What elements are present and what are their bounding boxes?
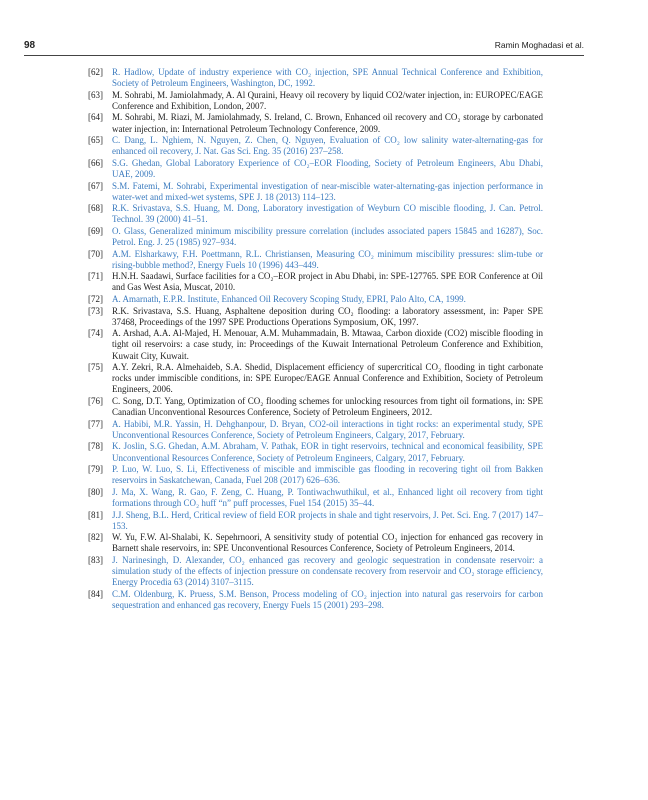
reference-number: [70] — [88, 248, 103, 259]
reference-number: [71] — [88, 271, 103, 282]
reference-link-text[interactable]: J.J. Sheng, B.L. Herd, Critical review of field EOR projects in shale and tight reservoirs, J. Pet. Sci. Eng. 7 (2017) 147–153. — [112, 509, 543, 531]
reference-link-text[interactable]: O. Glass, Generalized minimum miscibility pressure correlation (includes associated papers 15845 and 16287), Soc. Petrol. Eng. J. 25 (1985) 927–934. — [112, 225, 543, 248]
reference-text: A.Y. Zekri, R.A. Almehaideb, S.A. Shedid, Displacement efficiency of supercritical CO₂ flooding in tight carbonate rocks under immiscible conditions, in: SPE Europec/EAGE Annual Conference and Exhibition, Society of Petroleum Engineers, 2006. — [112, 362, 543, 395]
reference-item — [88, 271, 543, 293]
reference-number: [84] — [88, 588, 103, 599]
reference-text: C. Song, D.T. Yang, Optimization of CO₂ flooding schemes for unlocking resources from tight oil formations, in: SPE Canadian Unconventional Resources Conference, Society of Petroleum Engineers, 2012. — [112, 396, 543, 418]
reference-text: W. Yu, F.W. Al-Shalabi, K. Sepehrnoori, A sensitivity study of potential CO₂ injection for enhanced gas recovery in Barnett shale reservoirs, in: SPE Unconventional Resources Conference, Society of Petroleum Engineers, 2014. — [112, 532, 543, 554]
reference-item[interactable] — [88, 419, 543, 441]
reference-item[interactable] — [88, 181, 543, 203]
reference-item[interactable] — [88, 249, 543, 271]
reference-text: M. Sohrabi, M. Jamiolahmady, A. Al Quraini, Heavy oil recovery by liquid CO2/water injection, in: EUROPEC/EAGE Conference and Exhibition, London, 2007. — [112, 89, 543, 111]
reference-number: [66] — [88, 157, 103, 168]
reference-item[interactable] — [88, 441, 543, 463]
reference-item — [88, 396, 543, 418]
reference-item — [88, 90, 543, 112]
reference-number: [79] — [88, 464, 103, 475]
reference-item[interactable] — [88, 510, 543, 532]
reference-link-text[interactable]: R. Hadlow, Update of industry experience with CO₂ injection, SPE Annual Technical Conference and Exhibition, Society of Petroleum Engineers, Washington, DC, 1992. — [112, 67, 543, 89]
reference-number: [74] — [88, 328, 103, 339]
reference-number: [69] — [88, 225, 103, 236]
reference-item[interactable] — [88, 67, 543, 89]
header-rule — [24, 55, 584, 56]
reference-item[interactable] — [88, 464, 543, 486]
reference-number: [65] — [88, 135, 103, 146]
reference-number: [80] — [88, 486, 103, 497]
reference-link-text[interactable]: C. Dang, L. Nghiem, N. Nguyen, Z. Chen, Q. Nguyen, Evaluation of CO₂ low salinity water-alternating-gas for enhanced oil recovery, J. Nat. Gas Sci. Eng. 35 (2016) 237–258. — [112, 135, 543, 157]
reference-link-text[interactable]: K. Joslin, S.G. Ghedan, A.M. Abraham, V. Pathak, EOR in tight reservoirs, technical and economical feasibility, SPE Unconventional Resources Conference, Society of Petroleum Engineers, Calgary, 2017, February. — [112, 441, 543, 463]
reference-link-text[interactable]: A.M. Elsharkawy, F.H. Poettmann, R.L. Christiansen, Measuring CO₂ minimum miscibility pressures: slim-tube or rising-bubble method?, Energy Fuels 10 (1996) 443–449. — [112, 248, 543, 270]
reference-link-text[interactable]: S.G. Ghedan, Global Laboratory Experience of CO₂–EOR Flooding, Society of Petroleum Engineers, Abu Dhabi, UAE, 2009. — [112, 157, 543, 179]
reference-item — [88, 306, 543, 328]
reference-link-text[interactable]: J. Narinesingh, D. Alexander, CO₂ enhanced gas recovery and geologic sequestration in condensate reservoir: a simulation study of the effects of injection pressure on condensate recovery from reservoir and CO₂ storage efficiency, Energy Procedia 63 (2014) 3107–3115. — [112, 554, 543, 588]
reference-text: H.N.H. Saadawi, Surface facilities for a CO₂–EOR project in Abu Dhabi, in: SPE-127765. SPE EOR Conference at Oil and Gas West Asia, Muscat, 2010. — [112, 271, 543, 293]
reference-number: [62] — [88, 67, 103, 77]
reference-link-text[interactable]: A. Habibi, M.R. Yassin, H. Dehghanpour, D. Bryan, CO2-oil interactions in tight rocks: an experimental study, SPE Unconventional Resources Conference, Society of Petroleum Engineers, Calgary, 2017, February. — [112, 418, 543, 440]
reference-link-text[interactable]: S.M. Fatemi, M. Sohrabi, Experimental investigation of near-miscible water-alternating-gas injection performance in water-wet and mixed-wet systems, SPE J. 18 (2013) 114–123. — [112, 180, 543, 202]
running-head: Ramin Moghadasi et al. — [494, 40, 584, 50]
reference-number: [78] — [88, 441, 103, 452]
reference-number: [82] — [88, 532, 103, 543]
reference-number: [63] — [88, 89, 103, 100]
reference-number: [83] — [88, 554, 103, 565]
reference-number: [81] — [88, 509, 103, 520]
reference-number: [68] — [88, 203, 103, 214]
reference-item[interactable] — [88, 135, 543, 157]
reference-text: R.K. Srivastava, S.S. Huang, Asphaltene deposition during CO₂ flooding: a laboratory assessment, in: Paper SPE 37468, Proceedings of the 1997 SPE Productions Operations Symposium, OK, 1997. — [112, 305, 543, 327]
reference-link-text[interactable]: C.M. Oldenburg, K. Pruess, S.M. Benson, Process modeling of CO₂ injection into natural gas reservoirs for carbon sequestration and enhanced gas recovery, Energy Fuels 15 (2001) 293–298. — [112, 588, 543, 610]
reference-item — [88, 362, 543, 395]
reference-item[interactable] — [88, 294, 543, 305]
reference-item — [88, 112, 543, 134]
reference-item[interactable] — [88, 158, 543, 180]
reference-text: A. Arshad, A.A. Al-Majed, H. Menouar, A.M. Muhammadain, B. Mtawaa, Carbon dioxide (CO2) miscible flooding in tight oil reservoirs: a case study, in: Proceedings of the Kuwait International Petroleum Conference and Exhibition, Kuwait City, Kuwait. — [112, 328, 543, 361]
reference-list — [88, 67, 543, 611]
reference-item[interactable] — [88, 555, 543, 588]
reference-item — [88, 328, 543, 361]
reference-number: [75] — [88, 362, 103, 373]
page-number: 98 — [24, 40, 36, 51]
reference-number: [72] — [88, 294, 103, 305]
reference-link-text[interactable]: R.K. Srivastava, S.S. Huang, M. Dong, Laboratory investigation of Weyburn CO miscible flooding, J. Can. Petrol. Technol. 39 (2000) 41–51. — [112, 203, 543, 225]
reference-item[interactable] — [88, 487, 543, 509]
reference-link-text[interactable]: A. Amarnath, E.P.R. Institute, Enhanced Oil Recovery Scoping Study, EPRI, Palo Alto, CA, 1999. — [112, 294, 466, 305]
reference-item — [88, 532, 543, 554]
reference-link-text[interactable]: J. Ma, X. Wang, R. Gao, F. Zeng, C. Huang, P. Tontiwachwuthikul, et al., Enhanced light oil recovery from tight formations through CO₂ huff “n” puff processes, Fuel 154 (2015) 35–44. — [112, 486, 543, 508]
reference-text: M. Sohrabi, M. Riazi, M. Jamiolahmady, S. Ireland, C. Brown, Enhanced oil recovery and CO₂ storage by carbonated water injection, in: International Petroleum Technology Conference, 2009. — [112, 112, 543, 134]
reference-item[interactable] — [88, 589, 543, 611]
reference-number: [77] — [88, 418, 103, 429]
reference-number: [76] — [88, 396, 103, 406]
reference-item[interactable] — [88, 203, 543, 225]
page-header — [24, 40, 584, 54]
reference-link-text[interactable]: P. Luo, W. Luo, S. Li, Effectiveness of miscible and immiscible gas flooding in recovering tight oil from Bakken reservoirs in Saskatchewan, Canada, Fuel 208 (2017) 626–636. — [112, 464, 543, 486]
reference-number: [67] — [88, 180, 103, 191]
reference-item[interactable] — [88, 226, 543, 248]
reference-number: [64] — [88, 112, 103, 123]
reference-number: [73] — [88, 305, 103, 316]
